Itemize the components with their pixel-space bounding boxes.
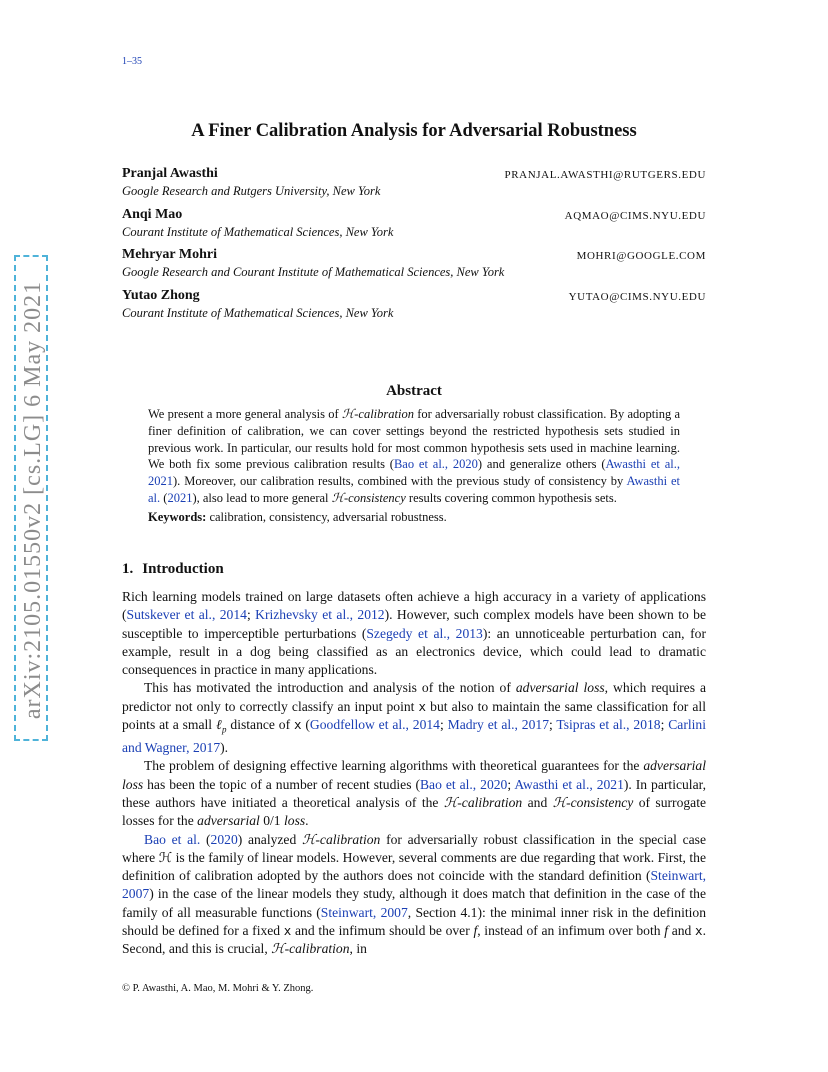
author-email[interactable]: AQMAO@CIMS.NYU.EDU (564, 210, 706, 222)
citation-link[interactable]: Krizhevsky et al., 2012 (255, 607, 385, 623)
citation-link[interactable]: 2020 (210, 831, 238, 847)
author-name: Anqi Mao (122, 207, 183, 222)
paragraph: The problem of designing effective learning algorithms with theoretical guarantees for the adversarial loss has been the topic of a number of recent studies (Bao et al., 2020; Awasthi et al., 2021). In particular, these authors have initiated a theoretical analysis of the ℋ-calibration and ℋ-consistency of surrogate losses for the adversarial 0/1 loss. (122, 758, 707, 829)
author-affiliation: Google Research and Courant Institute of Mathematical Sciences, New York (122, 265, 505, 279)
citation-link[interactable]: Sutskever et al., 2014 (126, 607, 247, 623)
citation-link[interactable]: Bao et al., 2020 (419, 776, 508, 792)
author-block (122, 207, 706, 240)
section-heading: 1. Introduction (122, 561, 224, 577)
citation-link[interactable]: Awasthi et al., 2021 (514, 776, 624, 792)
citation-link[interactable]: Bao et al., 2020 (393, 457, 478, 472)
keywords: Keywords: calibration, consistency, adversarial robustness. (148, 509, 447, 524)
author-name: Yutao Zhong (122, 288, 200, 303)
citation-link[interactable]: Tsipras et al., 2018 (556, 717, 661, 733)
citation-link[interactable]: 2021 (167, 490, 193, 505)
body-text (122, 588, 706, 959)
citation-link[interactable]: Awasthi et al., 2021 (148, 457, 680, 489)
citation-link[interactable]: Madry et al., 2017 (447, 717, 549, 733)
arxiv-stamp (14, 255, 48, 741)
citation-link[interactable]: Awasthi et al. (148, 474, 680, 505)
paragraph: This has motivated the introduction and analysis of the notion of adversarial loss, which requires a predictor not only to correctly classify an input point x but also to maintain the same classification for all points at a small ℓ$_p$ distance of x (Goodfellow et al., 2014; Madry et al., 2017; Tsipras et al., 2018; Carlini and Wagner, 2017). (122, 680, 707, 756)
abstract-text: We present a more general analysis of ℋ-calibration for adversarially robust classification. By adopting a finer definition of calibration, we can cover settings beyond the restricted hypothesis sets studied in previous work. In particular, our results hold for most common hypothesis sets used in machine learning. We both fix some previous calibration results (Bao et al., 2020) and generalize others (Awasthi et al., 2021). Moreover, our calibration results, combined with the previous study of consistency by Awasthi et al. (2021), also lead to more general ℋ-consistency results covering common hypothesis sets. (148, 407, 681, 505)
citation-link[interactable]: Steinwart, 2007 (122, 868, 706, 902)
author-affiliation: Courant Institute of Mathematical Sciences, New York (122, 225, 394, 239)
paragraph: Bao et al. (2020) analyzed ℋ-calibration for adversarially robust classification in the special case where ℋ is the family of linear models. However, several comments are due regarding that work. First, the definition of calibration adopted by the authors does not coincide with the standard definition (Steinwart, 2007) in the case of the linear models they study, although it does match that definition in the case of the family of all measurable functions (Steinwart, 2007, Section 4.1): the minimal inner risk in the definition should be defined for a fixed x and the infimum should be over f, instead of an infimum over both f and x. Second, and this is crucial, ℋ-calibration, in (122, 831, 706, 957)
copyright-footer: © P. Awasthi, A. Mao, M. Mohri & Y. Zhong. (122, 983, 314, 994)
abstract (148, 406, 680, 526)
author-email[interactable]: PRANJAL.AWASTHI@RUTGERS.EDU (504, 169, 706, 181)
paragraph: Rich learning models trained on large datasets often achieve a high accuracy in a variety of applications (Sutskever et al., 2014; Krizhevsky et al., 2012). However, such complex models have been shown to be susceptible to imperceptible perturbations (Szegedy et al., 2013): an unnoticeable perturbation can, for example, result in a dog being classified as an electronics device, which could lead to dramatic consequences in practice in many applications. (122, 589, 707, 678)
author-email[interactable]: MOHRI@GOOGLE.COM (576, 250, 706, 262)
author-name: Mehryar Mohri (122, 247, 217, 262)
page-number: 1–35 (122, 56, 142, 67)
citation-link[interactable]: Carlini and Wagner, 2017 (122, 717, 706, 756)
author-name: Pranjal Awasthi (122, 166, 218, 181)
citation-link[interactable]: Steinwart, 2007 (320, 904, 408, 920)
author-block (122, 166, 706, 199)
citation-link[interactable]: Szegedy et al., 2013 (366, 625, 483, 641)
author-block (122, 288, 706, 321)
author-email[interactable]: YUTAO@CIMS.NYU.EDU (568, 291, 706, 303)
abstract-heading: Abstract (386, 383, 442, 399)
author-block (122, 247, 706, 280)
citation-link[interactable]: Goodfellow et al., 2014 (309, 717, 440, 733)
author-affiliation: Courant Institute of Mathematical Sciences, New York (122, 306, 394, 320)
paper-title: A Finer Calibration Analysis for Adversarial Robustness (191, 121, 637, 141)
author-affiliation: Google Research and Rutgers University, New York (122, 184, 381, 198)
arxiv-identifier: arXiv:2105.01550v2 [cs.LG] 6 May 2021 (19, 280, 46, 720)
citation-link[interactable]: Bao et al. (144, 831, 201, 847)
